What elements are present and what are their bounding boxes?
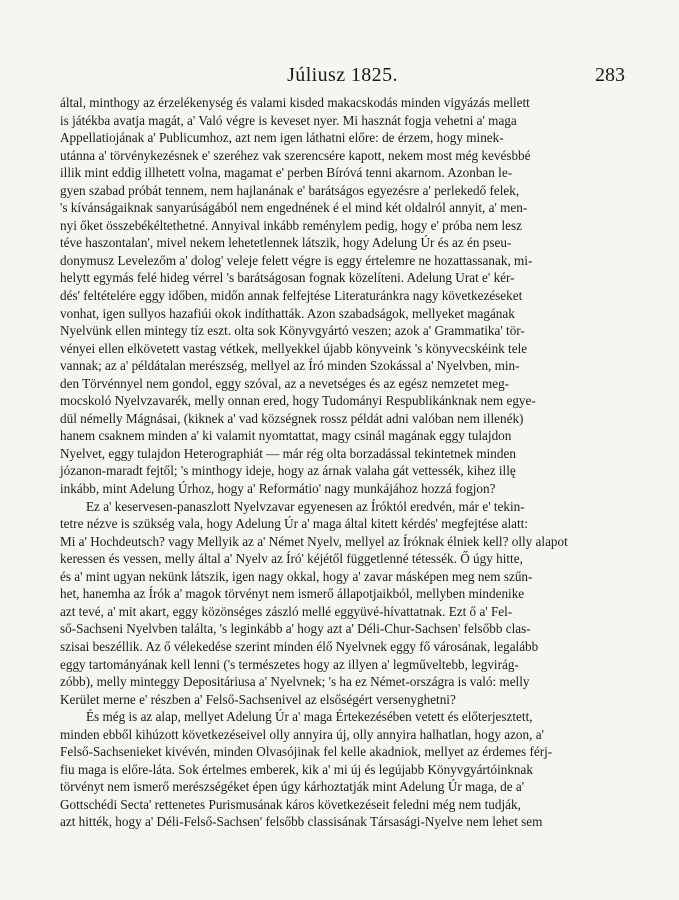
- text-line: den Törvénnyel nem gondol, eggy szóval, az a nevetséges és az egész nemzetet meg-: [60, 375, 510, 391]
- text-line: keressen és vessen, melly által a' Nyelv az Író' kéjétől függetlenné tétessék. Ő úgy hitte,: [60, 551, 523, 567]
- running-title: Júliusz 1825.: [287, 64, 398, 86]
- text-line: mocskoló Nyelvzavarék, melly onnan ered, hogy Tudományi Respublikánknak nem egye-: [60, 393, 536, 409]
- text-line: Felső-Sachsenieket kivévén, minden Olvasójinak fel kelle akadniok, mellyet az érdemes férj-: [60, 744, 553, 760]
- text-line: dül némelly Mágnásai, (kiknek a' vad községnek rossz példát adni valóban nem illenék): [60, 410, 524, 426]
- text-line: inkább, mint Adelung Úrhoz, hogy a' Reformátio' nagy munkájához hozzá fogjon?: [60, 481, 496, 497]
- text-line: nyi őket összebékéltethetné. Annyival inkább reménylem pedig, hogy e' próba nem lesz: [60, 217, 522, 233]
- text-line: zóbb), melly minteggy Depositáriusa a' Nyelvnek; 's ha ez Német-országra is való: melly: [60, 674, 530, 690]
- paragraph-start-line: Ez a' keservesen-panaszlott Nyelvzavar egyenesen az Íróktól eredvén, már e' tekin-: [86, 498, 525, 514]
- text-line: és a' mint ugyan nekünk látszik, igen nagy okkal, hogy a' zavar másképen meg nem szűn-: [60, 568, 533, 584]
- text-line: hanem csaknem minden a' ki valamit nyomtattat, magy csinál magának eggy tulajdon: [60, 428, 512, 444]
- text-line: tetre nézve is szükség vala, hogy Adelung Úr a' maga által kitett kérdés' megfejtése alatt:: [60, 516, 528, 532]
- text-line: Nyelvet, eggy tulajdon Heterographiát — már rég olta borzadással tekintetnek minden: [60, 445, 516, 461]
- text-line: eggy tartományának kell lenni ('s természetes hogy az illyen a' legműveltebb, legvirág-: [60, 656, 519, 672]
- text-line: téve haszontalan', mivel nekem lehetetlennek látszik, hogy Adelung Úr és az én pseu-: [60, 235, 512, 251]
- text-line: által, minthogy az érzelékenység és valami kisded makacskodás minden vigyázás mellett: [60, 95, 530, 110]
- text-line: vannak; az a' példátalan merészség, mellyel az Író minden Szokással a' Nyelvben, min-: [60, 358, 520, 374]
- paragraph-start-line: És még is az alap, mellyet Adelung Úr a' maga Értekezésében vetett és előterjesztett,: [86, 709, 533, 725]
- text-line: ső-Sachseni Nyelvben találta, 's leginkább a' hogy azt a' Déli-Chur-Sachsen' felsőbb clas-: [60, 621, 531, 637]
- text-line: Appellatiojának a' Publicumhoz, azt nem igen láthatni előre: de érzem, hogy minek-: [60, 130, 504, 146]
- text-line: azt tevé, a' mit akart, eggy közönséges zászló mellé eggyüvé-hívattatnak. Ezt ő a' Fel-: [60, 603, 513, 619]
- text-line: Gottschédi Secta' rettenetes Purismusának káros következéseit feledni még nem tudják,: [60, 796, 521, 812]
- page-header: [60, 64, 625, 90]
- text-line: dés' feltételére eggy időben, midőn annak felfejtése Literaturánkra nagy következéseket: [60, 288, 523, 304]
- text-line: Kerület merne e' részben a' Felső-Sachsenivel az elsőségért versenyghetni?: [60, 691, 456, 707]
- text-line: 's kívánságaiknak sanyarúságából nem engednének é el mind két oldalról annyit, a' men-: [60, 200, 528, 216]
- text-line: vényei ellen elkövetett vastag vétkek, mellyekkel újabb könyveink 's könyvecskéink tele: [60, 340, 528, 356]
- text-line: józanon-maradt fejtől; 's minthogy ideje, hogy az árnak valaha gát vettessék, kihez illę: [60, 463, 516, 479]
- text-line: minden ebből kihúzott következéseivel olly annyira új, olly annyira halhatlan, hogy azon, a': [60, 726, 544, 742]
- text-line: szisai beszéllik. Az ő vélekedése szerint minden élő Nyelvnek eggy fő városának, legalább: [60, 638, 539, 654]
- text-line: azt hitték, hogy a' Déli-Felső-Sachsen' felsőbb classisának Társasági-Nyelve nem lehet sem: [60, 814, 543, 830]
- text-line: utánna a' törvénykezésnek e' szeréhez vak szerencsére kapott, nekem most még kevésbbé: [60, 147, 531, 163]
- text-line: is játékba avatja magát, a' Való végre is keveset nyer. Mi hasznát fogja vehetni a' maga: [60, 112, 517, 128]
- text-line: Mi a' Hochdeutsch? vagy Mellyik az a' Német Nyelv, mellyel az Íróknak élniek kell? olly alapot: [60, 533, 568, 549]
- body-text: [60, 94, 625, 831]
- page-number: 283: [595, 64, 625, 86]
- text-line: helytt egymás felé hideg vérrel 's barátságosan fognak közelíteni. Adelung Urat e' kér-: [60, 270, 515, 286]
- text-line: het, hanemha az Írók a' magok törvényt nem ismerő állapotjaikból, mellyben mindenike: [60, 586, 525, 602]
- text-line: fiu maga is előre-láta. Sok értelmes emberek, kik a' mi új és legújabb Könyvgyártóinknak: [60, 761, 533, 777]
- text-line: donymusz Levelezőm a' dolog' veleje felett végre is eggy értelemre ne hozattassanak, mi-: [60, 252, 533, 268]
- text-line: Nyelvünk ellen mintegy tíz eszt. olta sok Könyvgyártó veszen; azok a' Grammatika' tör-: [60, 323, 525, 339]
- text-line: vonhat, igen sullyos hazafiúi okok indíthatták. Azon szabadságok, mellyeket magának: [60, 305, 515, 321]
- text-line: illik mint eddig illhetett volna, magamat e' perben Bíróvá tenni akarnom. Azonban le-: [60, 165, 513, 181]
- text-line: gyen szabad próbát tennem, nem hajlanának e' barátságos egyezésre a' perlekedő felek,: [60, 182, 520, 198]
- text-line: törvényt nem ismerő merészségéket épen úgy kárhoztatják mint Adelung Úr maga, de a': [60, 779, 525, 795]
